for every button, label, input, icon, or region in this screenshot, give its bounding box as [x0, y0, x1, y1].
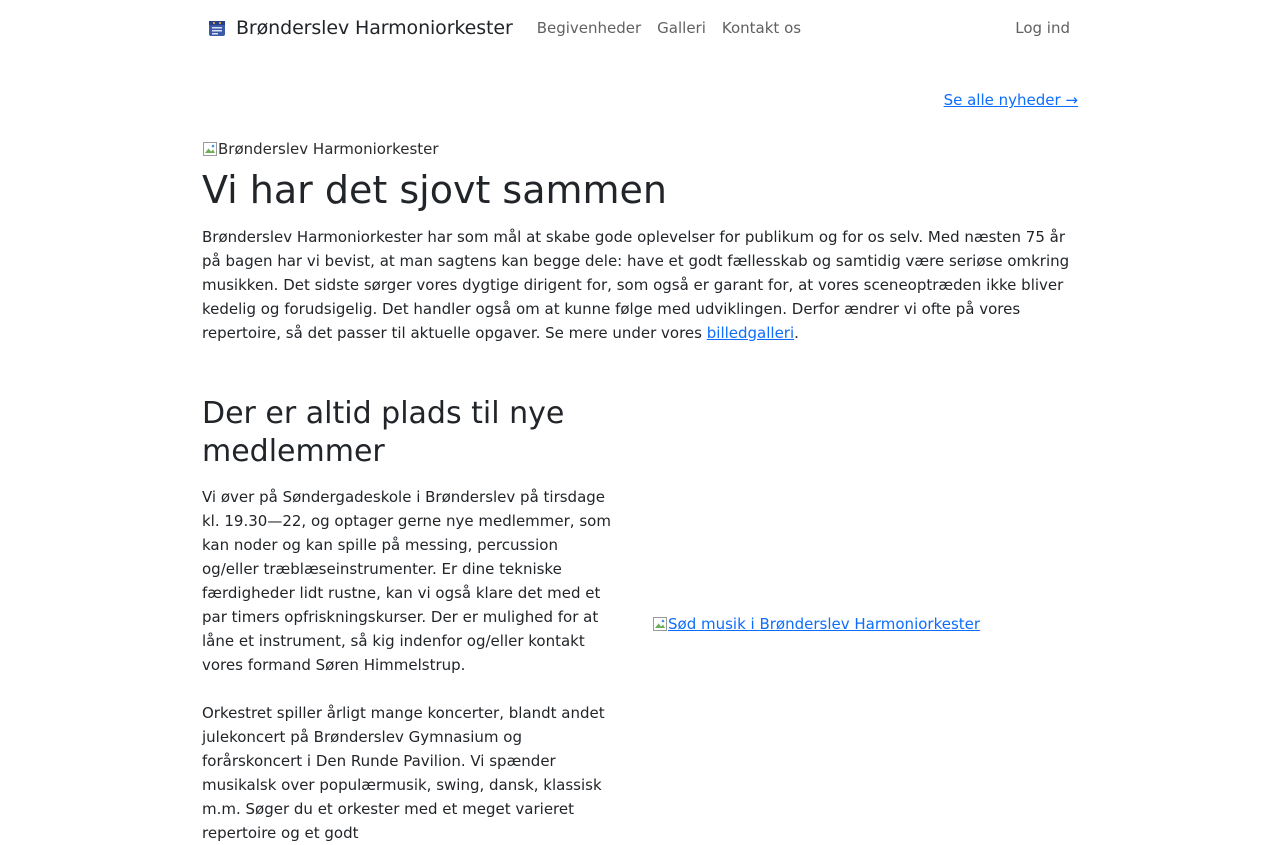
all-news-link[interactable]: Se alle nyheder →: [943, 91, 1078, 109]
main-content: [202, 56, 1078, 845]
hero-text-end: .: [794, 323, 799, 342]
members-paragraph-2: Orkestret spiller årligt mange koncerter, blandt andet julekoncert på Brønderslev Gymnasium og forårskoncert i Den Runde Pavilion. Vi spænder musikalsk over populærmusik, swing, dansk, klassisk m.m. Søger du et orkester med et meget varieret repertoire og et godt: [202, 703, 605, 842]
members-text-column: [202, 395, 622, 845]
top-navbar: [0, 0, 1280, 56]
brand-name: Brønderslev Harmoniorkester: [236, 17, 513, 39]
nav-link-kontakt[interactable]: Kontakt os: [721, 19, 802, 37]
hero-text: [202, 225, 1082, 345]
harmony-orchestra-logo-icon: [206, 17, 228, 39]
members-image-link[interactable]: [652, 615, 1078, 633]
nav-link-galleri[interactable]: Galleri: [657, 19, 706, 37]
members-image-alt: Sød musik i Brønderslev Harmoniorkester: [668, 614, 981, 633]
members-title: Der er altid plads til nye medlemmer: [202, 395, 565, 469]
hero-image: [202, 137, 1078, 161]
members-paragraph-1: Vi øver på Søndergadeskole i Brønderslev på tirsdage kl. 19.30—22, og optager gerne nye medlemmer, som kan noder og kan spille på messing, percussion og/eller træblæseinstrumenter. Er dine tekniske færdigheder lidt rustne, kan vi også klare det med et par timers opfriskningskurser. Der er mulighed for at låne et instrument, så kig indenfor og/eller kontakt vores formand Søren Himmelstrup.: [202, 487, 611, 674]
brand-home-link[interactable]: [202, 17, 513, 39]
broken-image-icon: [652, 616, 668, 632]
nav-link-begivenheder[interactable]: Begivenheder: [536, 19, 642, 37]
members-section: [202, 395, 1078, 845]
hero-title: Vi har det sjovt sammen: [202, 168, 667, 212]
hero-text-body: Brønderslev Harmoniorkester har som mål at skabe gode oplevelser for publikum og for os selv. Med næsten 75 år på bagen har vi bevist, at man sagtens kan begge dele: have et godt fællesskab og samtidig være seriøse omkring musikken. Det sidste sørger vores dygtige dirigent for, som også er garant for, at vores sceneoptræden ikke bliver kedelig og forudsigelig. Det handler også om at kunne følge med udviklingen. Derfor ændrer vi ofte på vores repertoire, så det passer til aktuelle opgaver. Se mere under vores: [202, 227, 1070, 342]
broken-image-icon: [202, 141, 218, 157]
login-link[interactable]: Log ind: [1015, 19, 1070, 37]
main-nav: [529, 19, 809, 37]
news-row: [202, 56, 1078, 137]
members-image-column: [652, 395, 1078, 845]
gallery-link[interactable]: billedgalleri: [706, 323, 795, 342]
hero-image-alt: Brønderslev Harmoniorkester: [218, 140, 439, 158]
